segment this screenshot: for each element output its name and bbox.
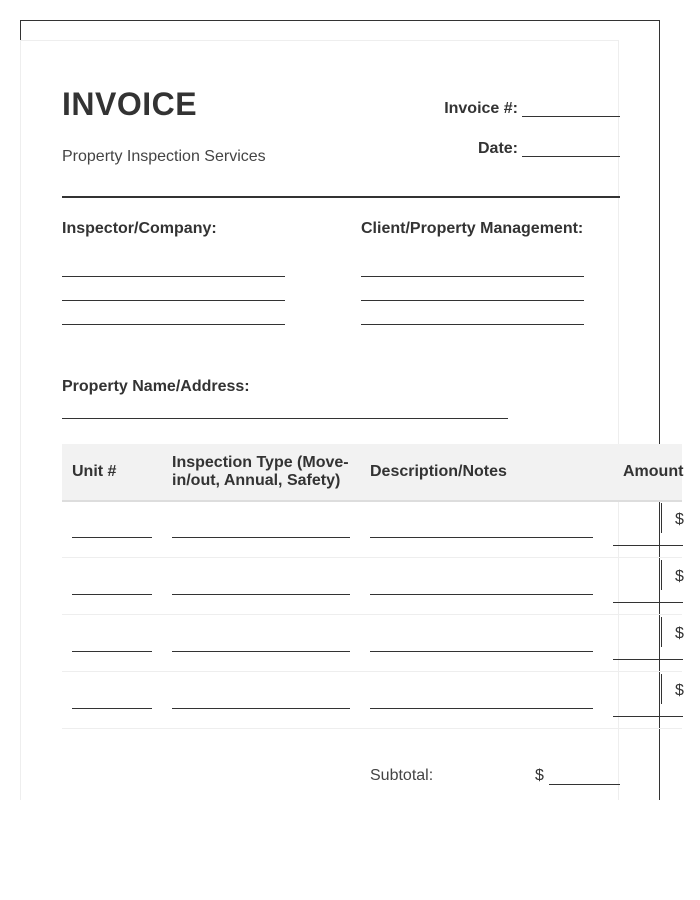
client-line-2[interactable]: [361, 300, 584, 301]
date-field[interactable]: [522, 156, 620, 157]
amount-currency-symbol: $: [675, 568, 684, 585]
inspection-type-field[interactable]: [172, 594, 350, 595]
amount-border: [661, 560, 662, 590]
description-field[interactable]: [370, 651, 593, 652]
subtotal-field[interactable]: [549, 784, 620, 785]
amount-field[interactable]: [613, 659, 683, 660]
unit-field[interactable]: [72, 708, 152, 709]
description-field[interactable]: [370, 594, 593, 595]
client-management-label: Client/Property Management:: [361, 220, 584, 237]
property-address-label: Property Name/Address:: [62, 378, 250, 395]
column-header-description: Description/Notes: [370, 463, 507, 480]
invoice-title: INVOICE: [62, 86, 198, 122]
amount-border: [661, 617, 662, 647]
column-header-amount: Amount: [623, 463, 684, 480]
unit-field[interactable]: [72, 594, 152, 595]
inspector-line-2[interactable]: [62, 300, 285, 301]
invoice-number-label: Invoice #:: [444, 100, 518, 117]
amount-field[interactable]: [613, 602, 683, 603]
header-divider: [62, 196, 620, 198]
table-row-separator: [62, 728, 682, 729]
inspector-line-1[interactable]: [62, 276, 285, 277]
amount-border: [661, 674, 662, 704]
inspection-type-field[interactable]: [172, 708, 350, 709]
property-address-field[interactable]: [62, 418, 508, 419]
unit-field[interactable]: [72, 651, 152, 652]
column-header-unit: Unit #: [72, 463, 117, 480]
inspection-type-field[interactable]: [172, 537, 350, 538]
table-row-separator: [62, 557, 682, 558]
inspector-company-label: Inspector/Company:: [62, 220, 217, 237]
table-row-separator: [62, 614, 682, 615]
subtotal-currency-symbol: $: [535, 767, 544, 784]
inspector-line-3[interactable]: [62, 324, 285, 325]
description-field[interactable]: [370, 537, 593, 538]
amount-field[interactable]: [613, 545, 683, 546]
date-label: Date:: [477, 140, 518, 157]
amount-currency-symbol: $: [675, 682, 684, 699]
amount-border: [661, 503, 662, 533]
description-field[interactable]: [370, 708, 593, 709]
invoice-subtitle: Property Inspection Services: [62, 148, 266, 165]
subtotal-label: Subtotal:: [370, 767, 434, 784]
amount-currency-symbol: $: [675, 511, 684, 528]
table-row-separator: [62, 671, 682, 672]
client-line-1[interactable]: [361, 276, 584, 277]
amount-currency-symbol: $: [675, 625, 684, 642]
client-line-3[interactable]: [361, 324, 584, 325]
amount-field[interactable]: [613, 716, 683, 717]
column-header-inspection-type: Inspection Type (Move-in/out, Annual, Safety): [172, 454, 349, 489]
invoice-number-field[interactable]: [522, 116, 620, 117]
unit-field[interactable]: [72, 537, 152, 538]
inspection-type-field[interactable]: [172, 651, 350, 652]
